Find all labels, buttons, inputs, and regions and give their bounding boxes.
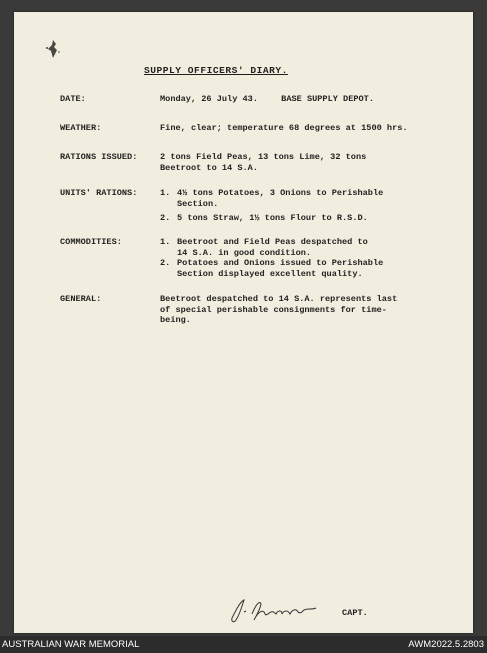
general-label: GENERAL:	[60, 294, 102, 304]
commodities-list	[160, 237, 460, 279]
list-item	[160, 213, 460, 224]
depot-name: BASE SUPPLY DEPOT.	[281, 94, 374, 104]
punch-hole-icon	[44, 38, 62, 60]
item-line: Potatoes and Onions issued to Perishable	[177, 258, 384, 268]
reference-number: AWM2022.5.2803	[408, 639, 484, 650]
commodities-label: COMMODITIES:	[60, 237, 122, 247]
item-number: 1.	[160, 188, 171, 198]
units-rations-list	[160, 188, 460, 224]
rations-line: Beetroot to 14 S.A.	[160, 162, 258, 173]
units-rations-label: UNITS' RATIONS:	[60, 188, 138, 198]
general-line: being.	[160, 315, 191, 325]
general-line: of special perishable consignments for time-	[160, 304, 387, 315]
weather-value: Fine, clear; temperature 68 degrees at 1500 hrs.	[160, 123, 408, 133]
list-item	[160, 237, 460, 258]
page-title: SUPPLY OFFICERS' DIARY.	[144, 65, 288, 76]
signatory-rank: CAPT.	[342, 608, 368, 618]
diary-page	[14, 12, 473, 633]
rations-line: 2 tons Field Peas, 13 tons Lime, 32 tons	[160, 152, 367, 162]
date-label: DATE:	[60, 94, 86, 104]
item-line: 5 tons Straw, 1½ tons Flour to R.S.D.	[177, 213, 368, 223]
item-line: Beetroot and Field Peas despatched to	[177, 237, 368, 247]
weather-label: WEATHER:	[60, 123, 102, 133]
date-row	[160, 94, 460, 105]
item-line: Section.	[177, 198, 219, 209]
item-number: 2.	[160, 258, 171, 268]
item-line: Section displayed excellent quality.	[177, 268, 363, 279]
handwritten-signature	[228, 592, 324, 626]
item-line: 14 S.A. in good condition.	[177, 247, 312, 258]
item-line: 4½ tons Potatoes, 3 Onions to Perishable	[177, 188, 384, 198]
source-label: AUSTRALIAN WAR MEMORIAL	[2, 639, 140, 650]
date-value: Monday, 26 July 43.	[160, 94, 258, 104]
item-number: 1.	[160, 237, 171, 247]
item-text	[177, 237, 460, 258]
item-text	[177, 213, 460, 224]
footer-bar	[0, 636, 487, 653]
item-text	[177, 188, 460, 209]
item-number: 2.	[160, 213, 171, 223]
general-value	[160, 294, 460, 326]
item-text	[177, 258, 460, 279]
general-line: Beetroot despatched to 14 S.A. represents last	[160, 294, 398, 304]
rations-label: RATIONS ISSUED:	[60, 152, 138, 162]
list-item	[160, 258, 460, 279]
list-item	[160, 188, 460, 209]
rations-value	[160, 152, 460, 173]
